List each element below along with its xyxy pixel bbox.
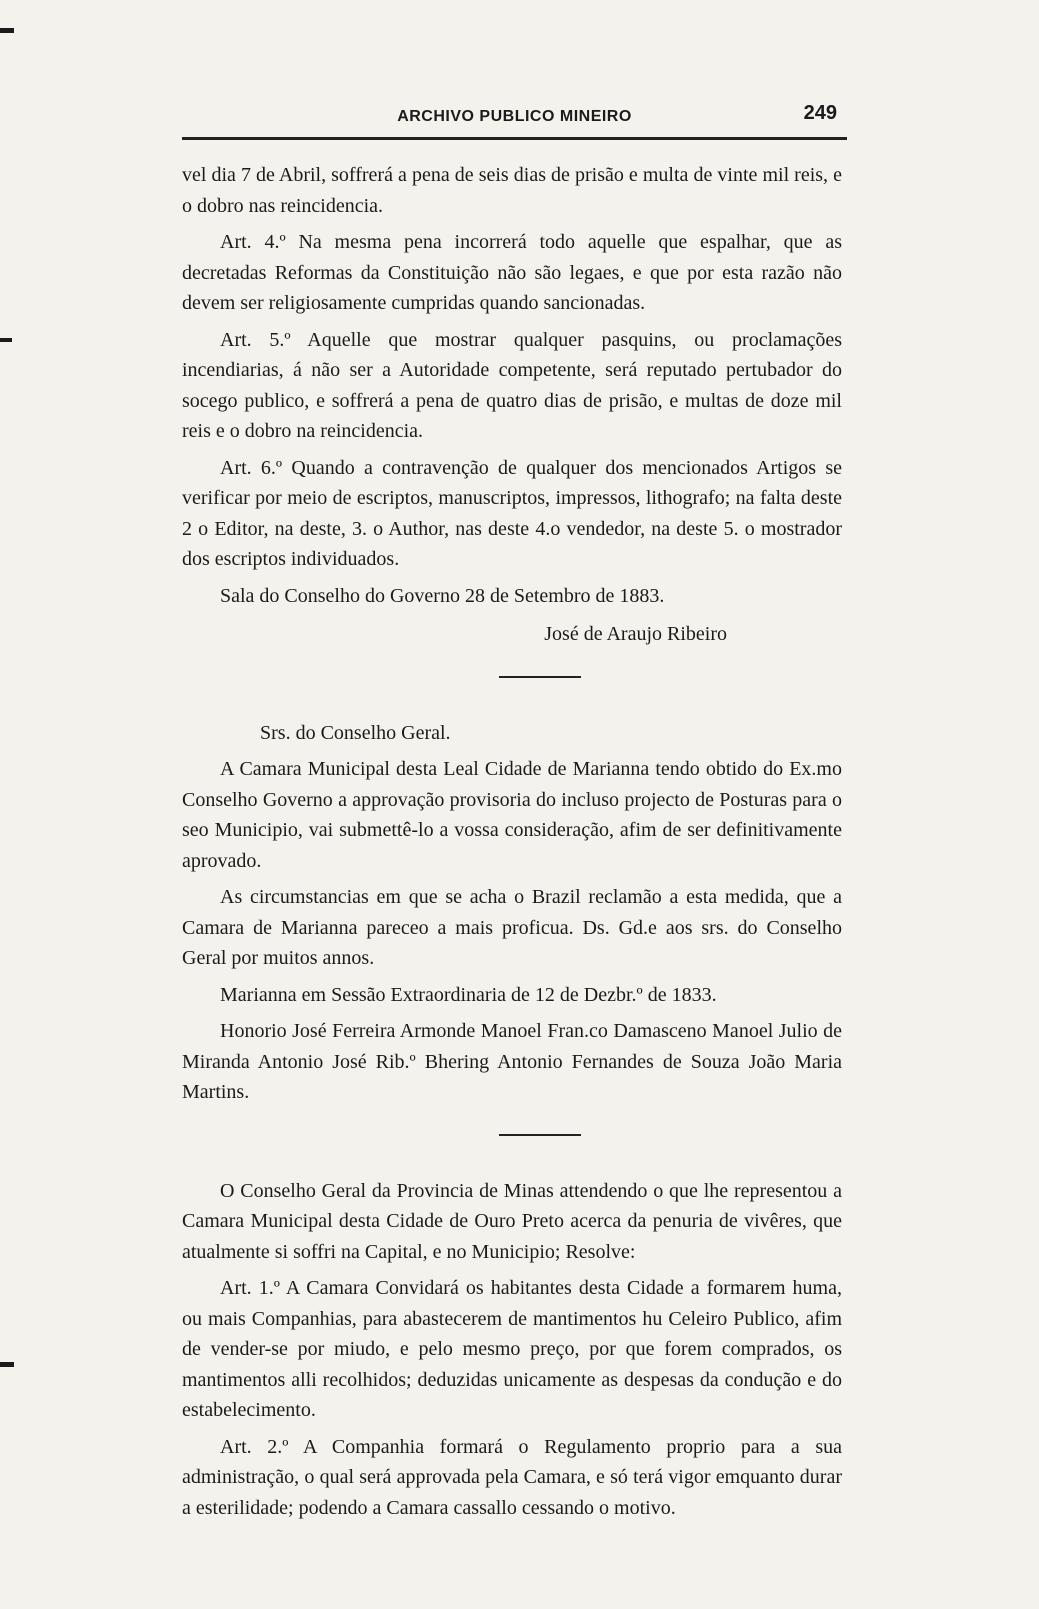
paragraph: Honorio José Ferreira Armonde Manoel Fran.co Damasceno Manoel Julio de Miranda Antonio José Rib.º Bhering Antonio Fernandes de Souza João Maria Martins. [182, 1020, 842, 1103]
paragraph: Art. 5.º Aquelle que mostrar qualquer pasquins, ou proclamações incendiarias, á não ser a Autoridade competente, será reputado pertubador do socego publico, e soffrerá a pena de quatro dias de prisão, e multas de doze mil reis e o dobro na reincidencia. [182, 328, 842, 442]
scan-mark [0, 28, 14, 33]
paragraph: Art. 1.º A Camara Convidará os habitantes desta Cidade a formarem huma, ou mais Companhias, para abastecerem de mantimentos hu Celeiro Publico, afim de vender-se por miudo, e pelo mesmo preço, por que forem comprados, os mantimentos alli recolhidos; deduzidas unicamente as despesas da condução e do estabelecimento. [182, 1277, 842, 1421]
signature: José de Araujo Ribeiro [544, 623, 727, 645]
section-divider [499, 1134, 581, 1136]
scan-mark [0, 338, 12, 342]
paragraph: Sala do Conselho do Governo 28 de Setembro de 1883. [220, 584, 665, 607]
page-number: 249 [803, 102, 837, 124]
salutation: Srs. do Conselho Geral. [260, 721, 451, 744]
paragraph: Art. 6.º Quando a contravenção de qualquer dos mencionados Artigos se verificar por meio de escriptos, manuscriptos, impressos, lithografo; na falta deste 2 o Editor, na deste, 3. o Author, nas deste 4.o vendedor, na deste 5. o mostrador dos escriptos individuados. [182, 456, 842, 570]
paragraph: O Conselho Geral da Provincia de Minas attendendo o que lhe representou a Camara Municipal desta Cidade de Ouro Preto acerca da penuria de vivêres, que atualmente si soffri na Capital, e no Municipio; Resolve: [182, 1179, 842, 1263]
page-header [182, 102, 847, 134]
paragraph: Art. 4.º Na mesma pena incorrerá todo aquelle que espalhar, que as decretadas Reformas da Constituição não são legaes, e que por esta razão não devem ser religiosamente cumpridas quando sancionadas. [182, 231, 842, 314]
paragraph: vel dia 7 de Abril, soffrerá a pena de seis dias de prisão e multa de vinte mil reis, e o dobro nas reincidencia. [182, 164, 842, 217]
header-rule [182, 137, 847, 140]
section-divider [499, 676, 581, 678]
paragraph: Marianna em Sessão Extraordinaria de 12 de Dezbr.º de 1833. [220, 983, 717, 1006]
page-body [182, 160, 842, 1529]
running-title: ARCHIVO PUBLICO MINEIRO [397, 108, 632, 125]
scan-mark [0, 1362, 14, 1367]
paragraph: Art. 2.º A Companhia formará o Regulamento proprio para a sua administração, o qual será approvada pela Camara, e só terá vigor emquanto durar a esterilidade; podendo a Camara cassallo cessando o motivo. [182, 1435, 842, 1519]
paragraph: As circumstancias em que se acha o Brazil reclamão a esta medida, que a Camara de Marianna pareceo a mais proficua. Ds. Gd.e aos srs. do Conselho Geral por muitos annos. [182, 886, 842, 969]
paragraph: A Camara Municipal desta Leal Cidade de Marianna tendo obtido do Ex.mo Conselho Governo a approvação provisoria do incluso projecto de Posturas para o seo Municipio, vai submettê-lo a vossa consideração, afim de ser definitivamente aprovado. [182, 758, 842, 872]
